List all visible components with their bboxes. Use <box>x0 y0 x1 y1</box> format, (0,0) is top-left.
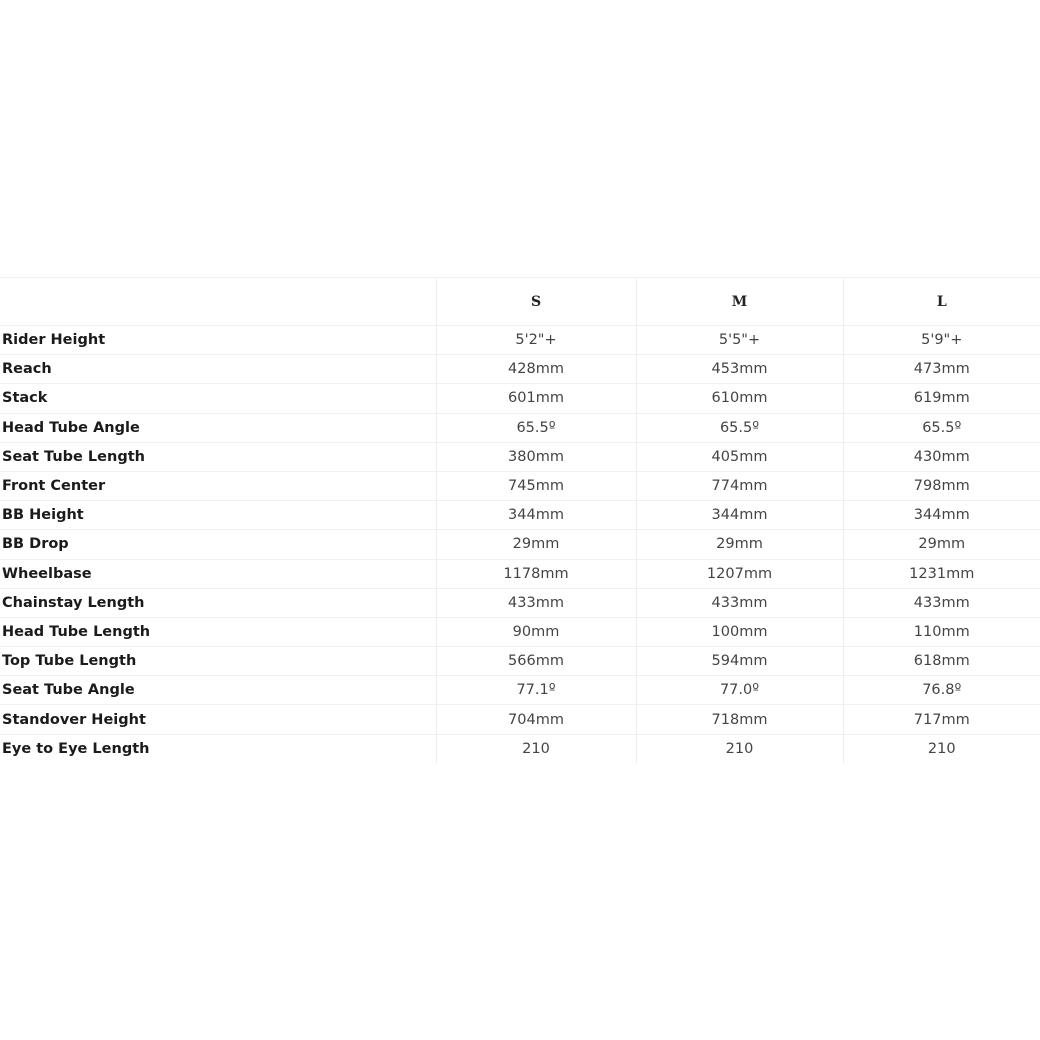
value-l: 430mm <box>843 442 1040 471</box>
table-row <box>0 355 1040 384</box>
value-s: 1178mm <box>436 559 636 588</box>
row-label: Head Tube Angle <box>0 413 436 442</box>
value-m: 718mm <box>636 705 843 734</box>
value-m: 210 <box>636 734 843 763</box>
table-row <box>0 384 1040 413</box>
row-label: Seat Tube Angle <box>0 676 436 705</box>
row-label: Wheelbase <box>0 559 436 588</box>
value-s: 77.1º <box>436 676 636 705</box>
value-l: 65.5º <box>843 413 1040 442</box>
row-label: Rider Height <box>0 326 436 355</box>
value-m: 453mm <box>636 355 843 384</box>
value-l: 433mm <box>843 588 1040 617</box>
value-s: 566mm <box>436 647 636 676</box>
table-row <box>0 471 1040 500</box>
row-label: Reach <box>0 355 436 384</box>
value-s: 90mm <box>436 617 636 646</box>
table-header-row <box>0 278 1040 326</box>
value-s: 65.5º <box>436 413 636 442</box>
table-row <box>0 501 1040 530</box>
value-l: 1231mm <box>843 559 1040 588</box>
value-s: 29mm <box>436 530 636 559</box>
value-m: 29mm <box>636 530 843 559</box>
row-label: Standover Height <box>0 705 436 734</box>
value-s: 745mm <box>436 471 636 500</box>
value-l: 798mm <box>843 471 1040 500</box>
value-m: 100mm <box>636 617 843 646</box>
value-s: 433mm <box>436 588 636 617</box>
row-label: Front Center <box>0 471 436 500</box>
value-m: 610mm <box>636 384 843 413</box>
value-s: 380mm <box>436 442 636 471</box>
header-size-l: L <box>843 278 1040 326</box>
value-m: 405mm <box>636 442 843 471</box>
row-label: Seat Tube Length <box>0 442 436 471</box>
value-s: 210 <box>436 734 636 763</box>
value-l: 717mm <box>843 705 1040 734</box>
value-l: 473mm <box>843 355 1040 384</box>
row-label: Chainstay Length <box>0 588 436 617</box>
table-row <box>0 326 1040 355</box>
value-s: 344mm <box>436 501 636 530</box>
value-m: 774mm <box>636 471 843 500</box>
header-size-m: M <box>636 278 843 326</box>
table-row <box>0 617 1040 646</box>
value-m: 433mm <box>636 588 843 617</box>
table-row <box>0 559 1040 588</box>
header-size-s: S <box>436 278 636 326</box>
value-l: 5'9"+ <box>843 326 1040 355</box>
value-l: 29mm <box>843 530 1040 559</box>
table-row <box>0 588 1040 617</box>
table-row <box>0 442 1040 471</box>
table-row <box>0 413 1040 442</box>
value-l: 76.8º <box>843 676 1040 705</box>
value-s: 428mm <box>436 355 636 384</box>
header-empty-cell <box>0 278 436 326</box>
row-label: Top Tube Length <box>0 647 436 676</box>
table-row <box>0 647 1040 676</box>
value-s: 5'2"+ <box>436 326 636 355</box>
table-row <box>0 705 1040 734</box>
value-l: 110mm <box>843 617 1040 646</box>
row-label: Stack <box>0 384 436 413</box>
value-m: 65.5º <box>636 413 843 442</box>
row-label: BB Drop <box>0 530 436 559</box>
row-label: Head Tube Length <box>0 617 436 646</box>
value-l: 618mm <box>843 647 1040 676</box>
value-s: 601mm <box>436 384 636 413</box>
value-m: 5'5"+ <box>636 326 843 355</box>
value-s: 704mm <box>436 705 636 734</box>
value-m: 594mm <box>636 647 843 676</box>
value-l: 344mm <box>843 501 1040 530</box>
table-row <box>0 530 1040 559</box>
row-label: BB Height <box>0 501 436 530</box>
table-row <box>0 676 1040 705</box>
value-l: 210 <box>927 740 956 757</box>
value-m: 1207mm <box>636 559 843 588</box>
row-label: Eye to Eye Length <box>0 734 436 763</box>
value-l: 619mm <box>843 384 1040 413</box>
value-m: 344mm <box>636 501 843 530</box>
table-row <box>0 734 1040 763</box>
value-m: 77.0º <box>636 676 843 705</box>
geometry-table <box>0 277 1040 763</box>
